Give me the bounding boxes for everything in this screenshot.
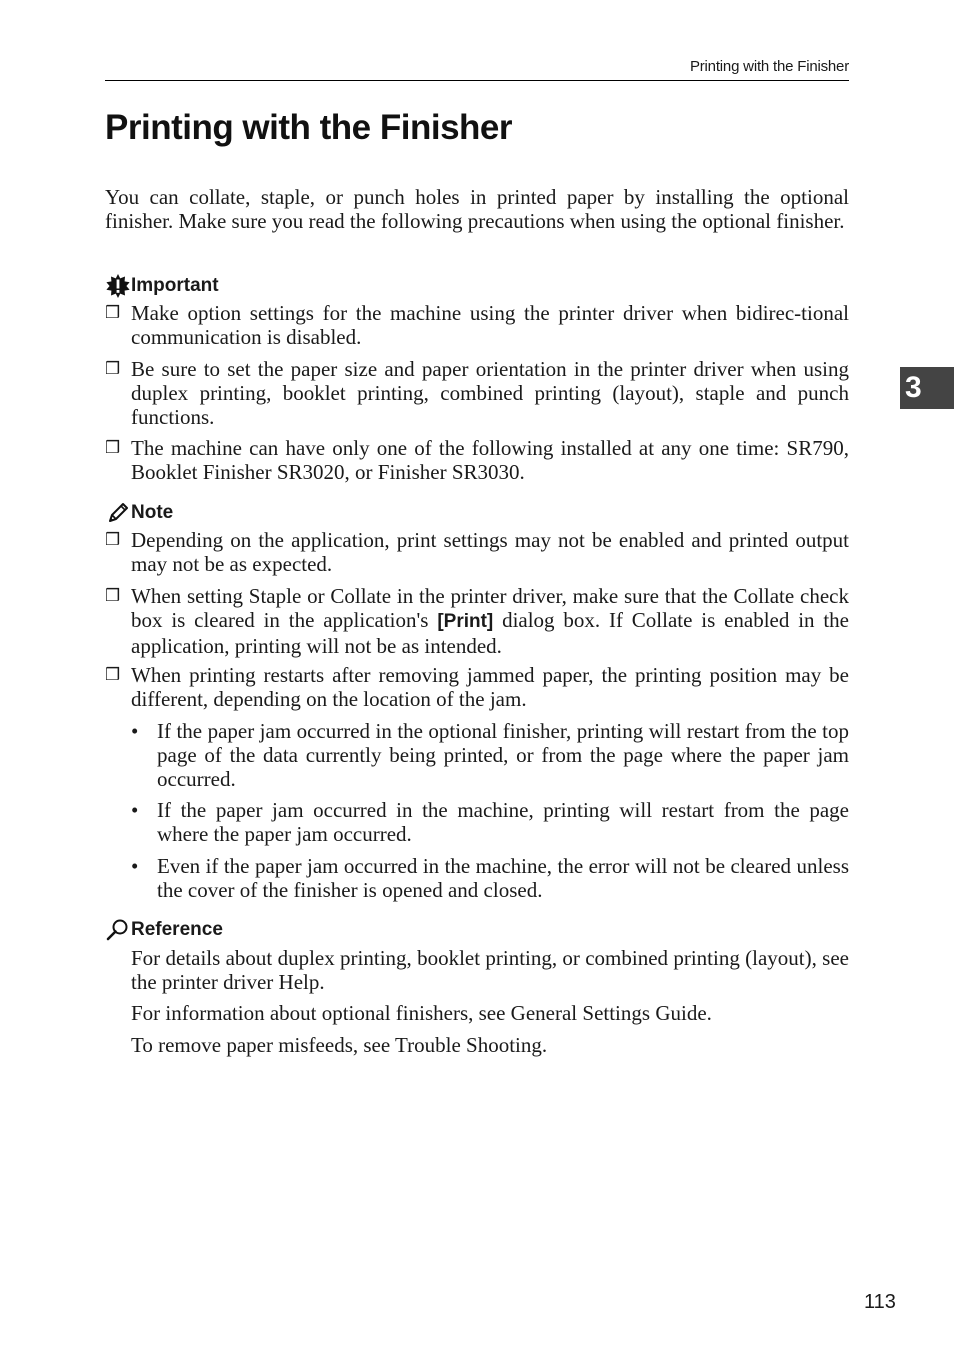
bullet-dot-icon: • [131, 854, 139, 878]
page-number: 113 [864, 1291, 896, 1313]
important-heading [105, 273, 219, 299]
page-title: Printing with the Finisher [105, 108, 512, 147]
checkbox-bullet-icon: ❒ [105, 438, 121, 458]
note-item [105, 584, 849, 658]
checkbox-bullet-icon: ❒ [105, 665, 121, 685]
note-heading-label: Note [131, 502, 174, 523]
checkbox-bullet-icon: ❒ [105, 586, 121, 606]
reference-heading-label: Reference [131, 919, 223, 940]
checkbox-bullet-icon: ❒ [105, 303, 121, 323]
bullet-item-text: If the paper jam occurred in the machine, printing will restart from the page where the paper jam occurred. [157, 798, 849, 846]
bullet-item [131, 798, 849, 846]
checkbox-bullet-icon: ❒ [105, 530, 121, 550]
bullet-dot-icon: • [131, 719, 139, 743]
reference-line: For details about duplex printing, booklet printing, or combined printing (layout), see the printer driver Help. [131, 946, 849, 994]
important-heading-label: Important [131, 275, 219, 296]
important-item-text: The machine can have only one of the following installed at any one time: SR790, Booklet Finisher SR3020, or Finisher SR3030. [131, 436, 849, 484]
important-item [105, 436, 849, 484]
bullet-item [131, 719, 849, 791]
bullet-item-text: If the paper jam occurred in the optional finisher, printing will restart from the top page of the data currently being printed, or from the page where the paper jam occurred. [157, 719, 849, 791]
note-item-text-before: When setting Staple or Collate in the printer driver, make sure that the Collate check box is cleared in the application's [131, 584, 849, 632]
print-dialog-label: [Print] [437, 611, 494, 632]
reference-line: To remove paper misfeeds, see Trouble Shooting. [131, 1033, 548, 1057]
chapter-tab: 3 [900, 367, 954, 409]
magnifier-icon [105, 917, 131, 943]
running-header: Printing with the Finisher [105, 56, 849, 81]
pencil-icon [105, 500, 131, 526]
note-item-text [131, 584, 849, 658]
bullet-item-text: Even if the paper jam occurred in the machine, the error will not be cleared unless the cover of the finisher is opened and closed. [157, 854, 849, 902]
reference-line: For information about optional finishers, see General Settings Guide. [131, 1001, 712, 1025]
note-item-text: When printing restarts after removing jammed paper, the printing position may be different, depending on the location of the jam. [131, 663, 849, 711]
checkbox-bullet-icon: ❒ [105, 359, 121, 379]
reference-heading [105, 917, 223, 943]
note-item-text-after: dialog box. If Collate is enabled in the application, printing will not be as intended. [131, 608, 850, 658]
note-heading [105, 500, 173, 526]
important-item [105, 357, 849, 429]
important-item-text: Be sure to set the paper size and paper orientation in the printer driver when using duplex printing, booklet printing, combined printing (layout), staple and punch functions. [131, 357, 849, 429]
note-item [105, 528, 849, 576]
important-item [105, 301, 849, 349]
bullet-dot-icon: • [131, 798, 139, 822]
bullet-item [131, 854, 849, 902]
intro-paragraph: You can collate, staple, or punch holes in printed paper by installing the optional finisher. Make sure you read the following precautions when using the optional finisher. [105, 185, 849, 233]
note-item-text: Depending on the application, print settings may not be enabled and printed output may not be as expected. [131, 528, 849, 576]
note-item [105, 663, 849, 711]
important-item-text: Make option settings for the machine using the printer driver when bidirec-tional communication is disabled. [131, 301, 849, 349]
important-icon [105, 273, 131, 299]
